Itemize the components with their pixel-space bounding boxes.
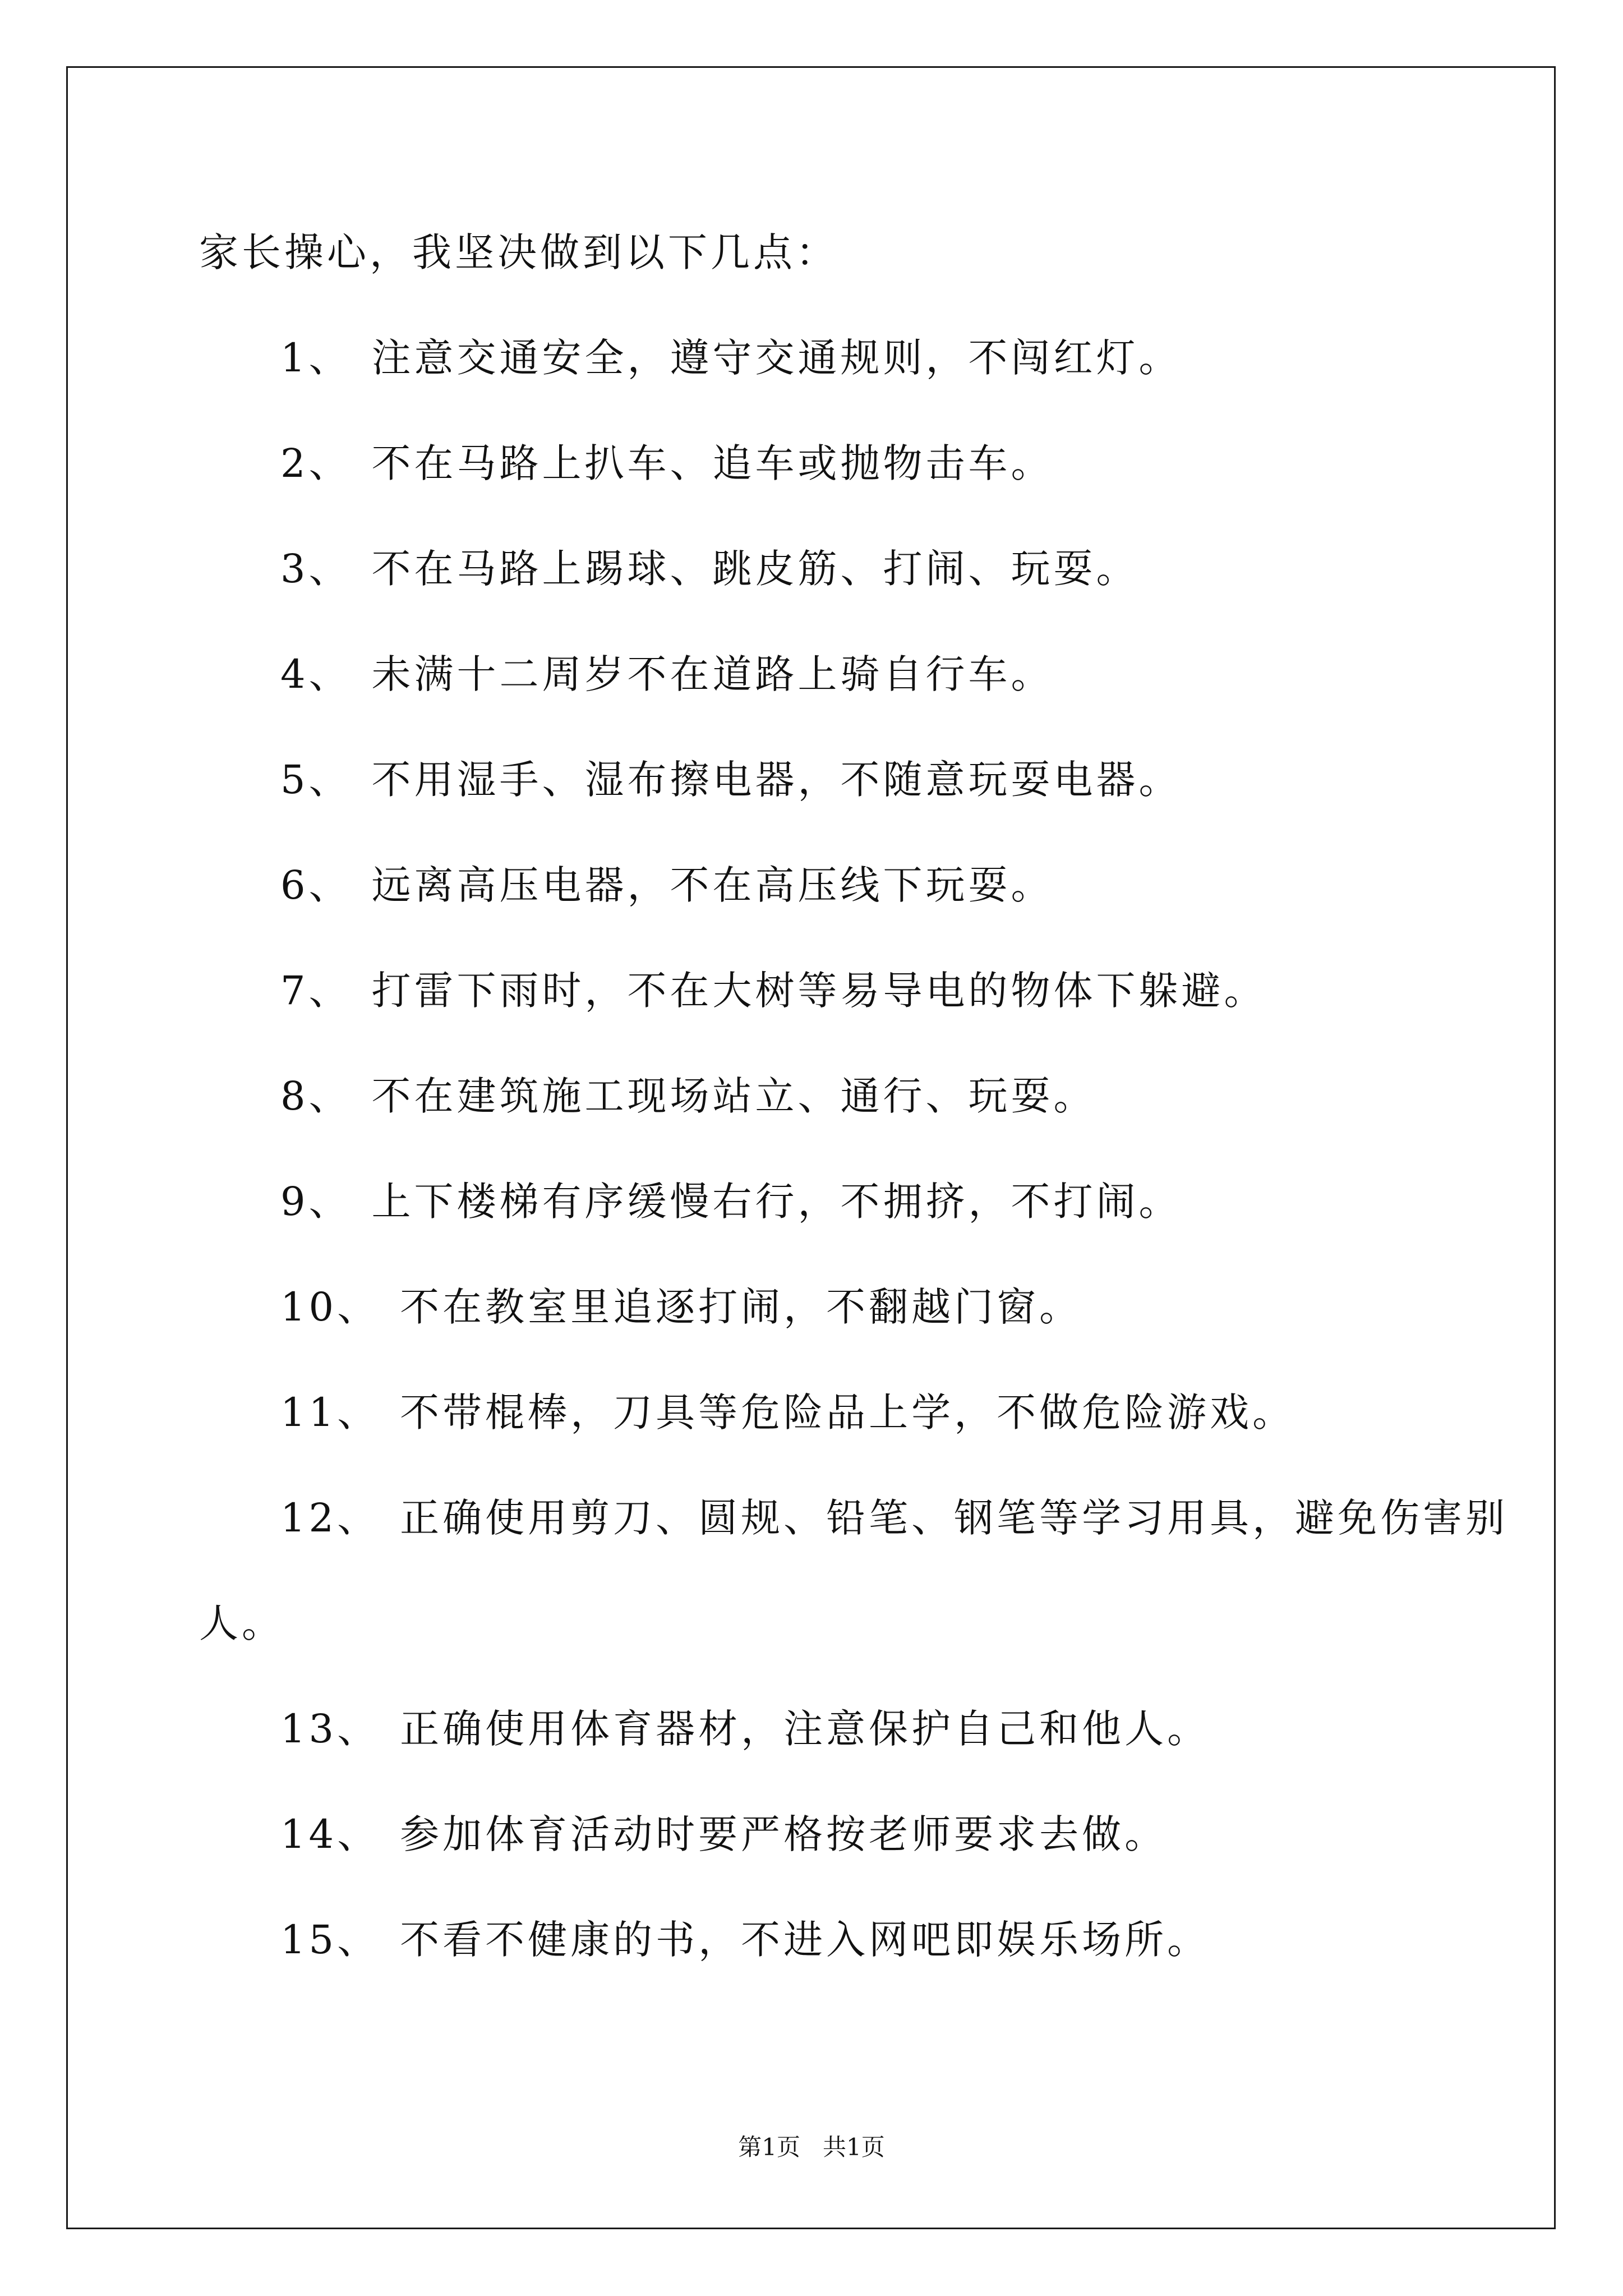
- item-text: 不用湿手、湿布擦电器，不随意玩耍电器。: [371, 757, 1182, 803]
- item-number: 14、: [280, 1811, 380, 1857]
- item-text: 不在马路上踢球、跳皮筋、打闹、玩耍。: [371, 546, 1139, 592]
- list-item: [199, 1490, 1508, 1546]
- item-number: 8、: [280, 1073, 352, 1119]
- item-text: 上下楼梯有序缓慢右行，不拥挤，不打闹。: [371, 1179, 1182, 1225]
- item-text: 不在教室里追逐打闹，不翻越门窗。: [400, 1284, 1082, 1330]
- list-item: [199, 752, 1182, 808]
- list-item: [199, 1384, 1295, 1441]
- item-number: 5、: [280, 757, 352, 803]
- list-item: [199, 435, 1054, 491]
- list-item: [199, 1174, 1182, 1230]
- list-item: [199, 1701, 1210, 1757]
- item-number: 13、: [280, 1706, 380, 1752]
- list-item: [199, 1912, 1210, 1968]
- item-number: 15、: [280, 1917, 380, 1963]
- list-item-continuation: 人。: [199, 1600, 284, 1646]
- item-text: 不带棍棒，刀具等危险品上学，不做危险游戏。: [400, 1389, 1295, 1435]
- item-number: 4、: [280, 651, 352, 697]
- page-border-frame: [66, 66, 1556, 2229]
- item-number: 2、: [280, 440, 352, 486]
- list-item: [199, 963, 1267, 1019]
- item-number: 6、: [280, 862, 352, 908]
- item-number: 3、: [280, 546, 352, 592]
- item-number: 11、: [280, 1389, 380, 1435]
- item-text: 正确使用剪刀、圆规、铅笔、钢笔等学习用具，避免伤害别: [400, 1495, 1509, 1541]
- item-text: 注意交通安全，遵守交通规则，不闯红灯。: [371, 335, 1182, 381]
- list-item: [199, 1279, 1082, 1335]
- intro-line: 家长操心，我坚决做到以下几点：: [199, 229, 838, 275]
- list-item: [199, 1806, 1167, 1862]
- list-item: [199, 330, 1182, 386]
- item-number: 10、: [280, 1284, 380, 1330]
- item-text: 不看不健康的书，不进入网吧即娱乐场所。: [400, 1917, 1210, 1963]
- item-number: 7、: [280, 968, 352, 1014]
- item-text: 打雷下雨时，不在大树等易导电的物体下躲避。: [371, 968, 1267, 1014]
- item-number: 9、: [280, 1179, 352, 1225]
- list-item: [199, 646, 1054, 702]
- list-item: [199, 857, 1054, 913]
- item-text: 正确使用体育器材，注意保护自己和他人。: [400, 1706, 1210, 1752]
- page-footer: 第1页 共1页: [738, 2133, 885, 2161]
- item-number: 1、: [280, 335, 352, 381]
- item-text: 远离高压电器，不在高压线下玩耍。: [371, 862, 1054, 908]
- item-text: 不在马路上扒车、追车或抛物击车。: [371, 440, 1054, 486]
- item-text: 未满十二周岁不在道路上骑自行车。: [371, 651, 1054, 697]
- item-text: 不在建筑施工现场站立、通行、玩耍。: [371, 1073, 1096, 1119]
- list-item: [199, 541, 1139, 597]
- item-text: 参加体育活动时要严格按老师要求去做。: [400, 1811, 1168, 1857]
- list-item: [199, 1068, 1096, 1124]
- item-number: 12、: [280, 1495, 380, 1541]
